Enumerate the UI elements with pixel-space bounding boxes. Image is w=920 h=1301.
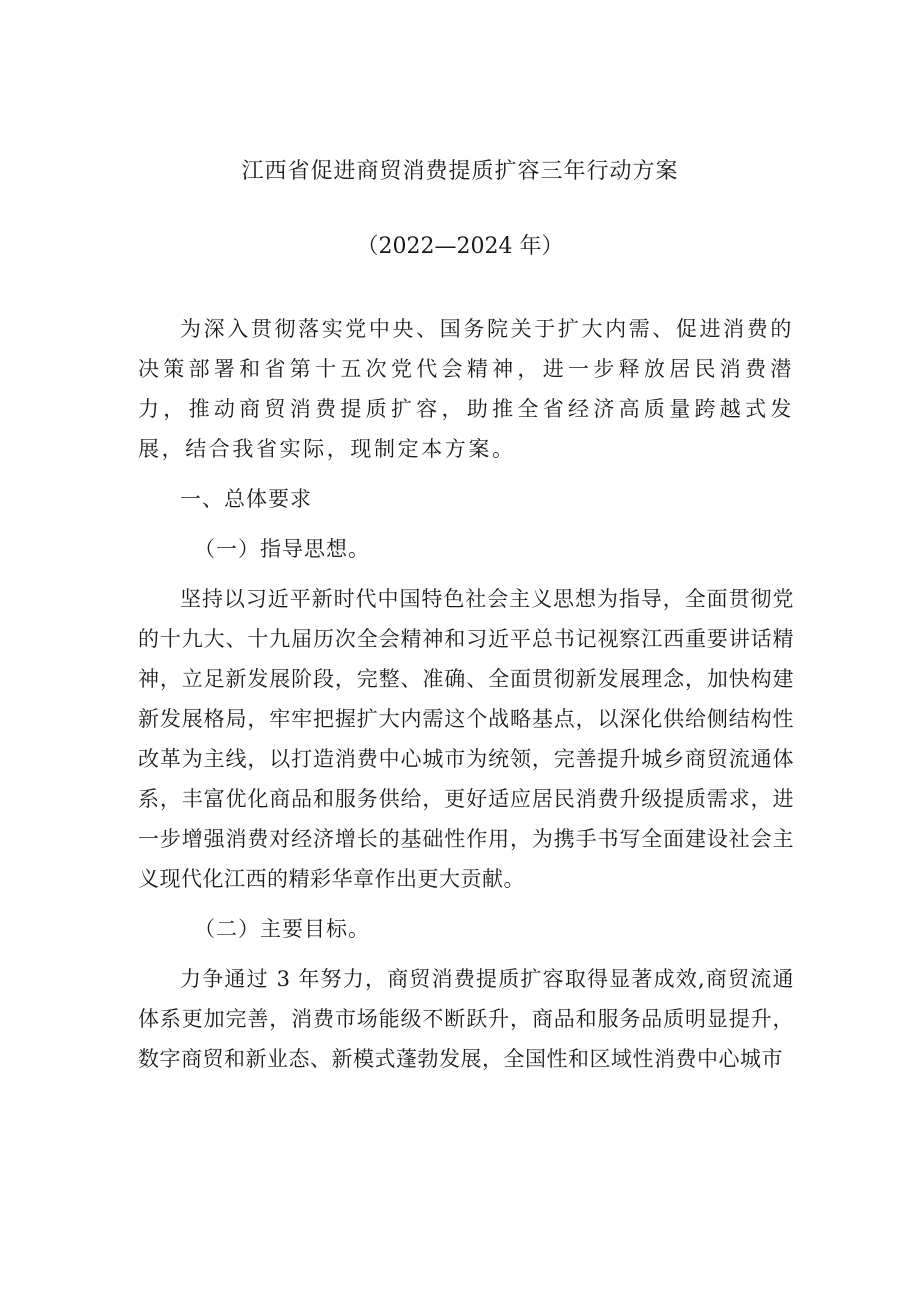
subsection-heading-guiding-ideology: （一）指导思想。 xyxy=(194,537,370,561)
document-subtitle: （2022—2024 年） xyxy=(356,234,564,259)
document-body xyxy=(138,309,794,1079)
intro-paragraph: 为深入贯彻落实党中央、国务院关于扩大内需、促进消费的决策部署和省第十五次党代会精神，进一步释放居民消费潜力，推动商贸消费提质扩容，助推全省经济高质量跨越式发展，结合我省实际，现制定本方案。 xyxy=(138,317,794,461)
main-goals-paragraph: 力争通过 3 年努力，商贸消费提质扩容取得显著成效,商贸流通体系更加完善，消费市场能级不断跃升，商品和服务品质明显提升，数字商贸和新业态、新模式蓬勃发展，全国性和区域性消费中心城市 xyxy=(138,967,794,1071)
subsection-heading-main-goals: （二）主要目标。 xyxy=(194,917,370,941)
guiding-ideology-paragraph: 坚持以习近平新时代中国特色社会主义思想为指导，全面贯彻党的十九大、十九届历次全会精神和习近平总书记视察江西重要讲话精神，立足新发展阶段，完整、准确、全面贯彻新发展理念，加快构建新发展格局，牢牢把握扩大内需这个战略基点，以深化供给侧结构性改革为主线，以打造消费中心城市为统领，完善提升城乡商贸流通体系，丰富优化商品和服务供给，更好适应居民消费升级提质需求，进一步增强消费对经济增长的基础性作用，为携手书写全面建设社会主义现代化江西的精彩华章作出更大贡献。 xyxy=(138,587,794,891)
document-title: 江西省促进商贸消费提质扩容三年行动方案 xyxy=(241,159,679,184)
section-heading-general-requirements: 一、总体要求 xyxy=(180,487,312,511)
